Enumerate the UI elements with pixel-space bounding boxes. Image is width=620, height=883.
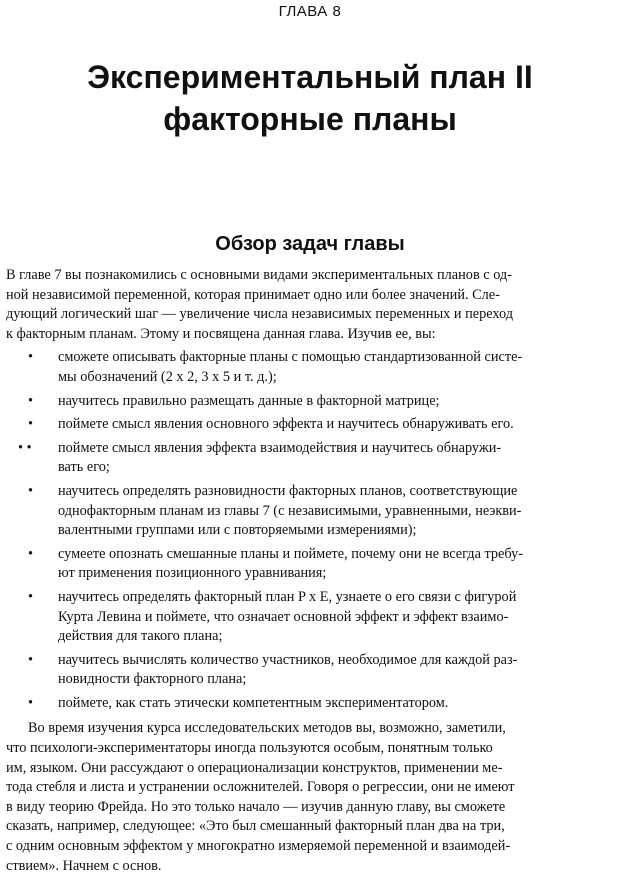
bullet-marker: • (28, 392, 34, 409)
bullet-marker: • (28, 588, 34, 605)
bullet-marker: • (28, 651, 34, 668)
text-line: к факторным планам. Этому и посвящена данная глава. Изучив ее, вы: (6, 325, 436, 342)
text-line: Курта Левина и поймете, что означает основной эффект и эффект взаимо- (58, 608, 509, 625)
text-line: им, языком. Они рассуждают о операционализации конструктов, применении ме- (6, 759, 503, 776)
closing-paragraph (6, 719, 616, 876)
bullet-marker: • (28, 482, 34, 499)
bullet-marker: • (28, 545, 34, 562)
bullet-marker: • (28, 349, 34, 366)
bullet-marker: • • (18, 439, 32, 456)
text-line: научитесь определять разновидности факторных планов, соответствующие (58, 482, 518, 499)
text-line: научитесь определять факторный план P x E, узнаете о его связи с фигурой (58, 588, 517, 605)
text-line: Во время изучения курса исследовательских методов вы, возможно, заметили, (28, 720, 506, 737)
list-item (6, 415, 616, 435)
text-line: поймете смысл явления основного эффекта и научитесь обнаруживать его. (58, 416, 514, 433)
list-item (6, 588, 616, 647)
text-line: с одним основным эффектом у многократно измеряемой переменной и взаимодей- (6, 838, 511, 855)
text-line: ют применения позиционного уравнивания; (58, 565, 327, 582)
text-line: тода стебля и листа и устранении осложнителей. Говоря о регрессии, они не имеют (6, 779, 515, 796)
bullet-marker: • (28, 694, 34, 711)
list-item (6, 482, 616, 541)
body-text (6, 266, 616, 876)
text-line: действия для такого плана; (58, 628, 223, 645)
list-item (6, 651, 616, 690)
text-line: новидности факторного плана; (58, 671, 247, 688)
list-item (6, 392, 616, 412)
text-line: поймете, как стать этически компетентным экспериментатором. (58, 694, 449, 711)
chapter-title (0, 56, 620, 140)
text-line: вать его; (58, 459, 110, 476)
list-item (6, 545, 616, 584)
text-line: ствием». Начнем с основ. (6, 857, 162, 874)
text-line: сумеете опознать смешанные планы и поймете, почему они не всегда требу- (58, 545, 524, 562)
text-line: В главе 7 вы познакомились с основными видами экспериментальных планов с од- (6, 267, 512, 283)
list-item (6, 694, 616, 714)
section-title: Обзор задач главы (215, 233, 405, 255)
chapter-title-line: факторные планы (163, 101, 457, 137)
text-line: валентными группами или с повторяемыми измерениями); (58, 522, 417, 539)
text-line: научитесь правильно размещать данные в факторной матрице; (58, 392, 440, 409)
objectives-list (6, 348, 616, 713)
chapter-title-line: Экспериментальный план II (87, 59, 533, 95)
chapter-label: ГЛАВА 8 (278, 3, 342, 20)
list-item (6, 439, 616, 478)
text-line: в виду теорию Фрейда. Но это только начало — изучив данную главу, вы сможете (6, 798, 506, 815)
text-line: что психологи-экспериментаторы иногда пользуются особым, понятным только (6, 740, 493, 757)
text-line: сможете описывать факторные планы с помощью стандартизованной систе- (58, 349, 523, 366)
text-line: научитесь вычислять количество участников, необходимое для каждой раз- (58, 651, 518, 668)
text-line: сказать, например, следующее: «Это был смешанный факторный план два на три, (6, 818, 505, 835)
text-line: мы обозначений (2 x 2, 3 x 5 и т. д.); (58, 368, 277, 385)
intro-paragraph (6, 266, 616, 344)
text-line: дующий логический шаг — увеличение числа независимых переменных и переход (6, 306, 514, 323)
list-item (6, 348, 616, 387)
text-line: поймете смысл явления эффекта взаимодействия и научитесь обнаружи- (58, 439, 502, 456)
text-line: однофакторным планам из главы 7 (с независимыми, уравненными, неэкви- (58, 502, 522, 519)
bullet-marker: • (28, 416, 34, 433)
text-line: ной независимой переменной, которая принимает одно или более значений. Сле- (6, 286, 500, 303)
